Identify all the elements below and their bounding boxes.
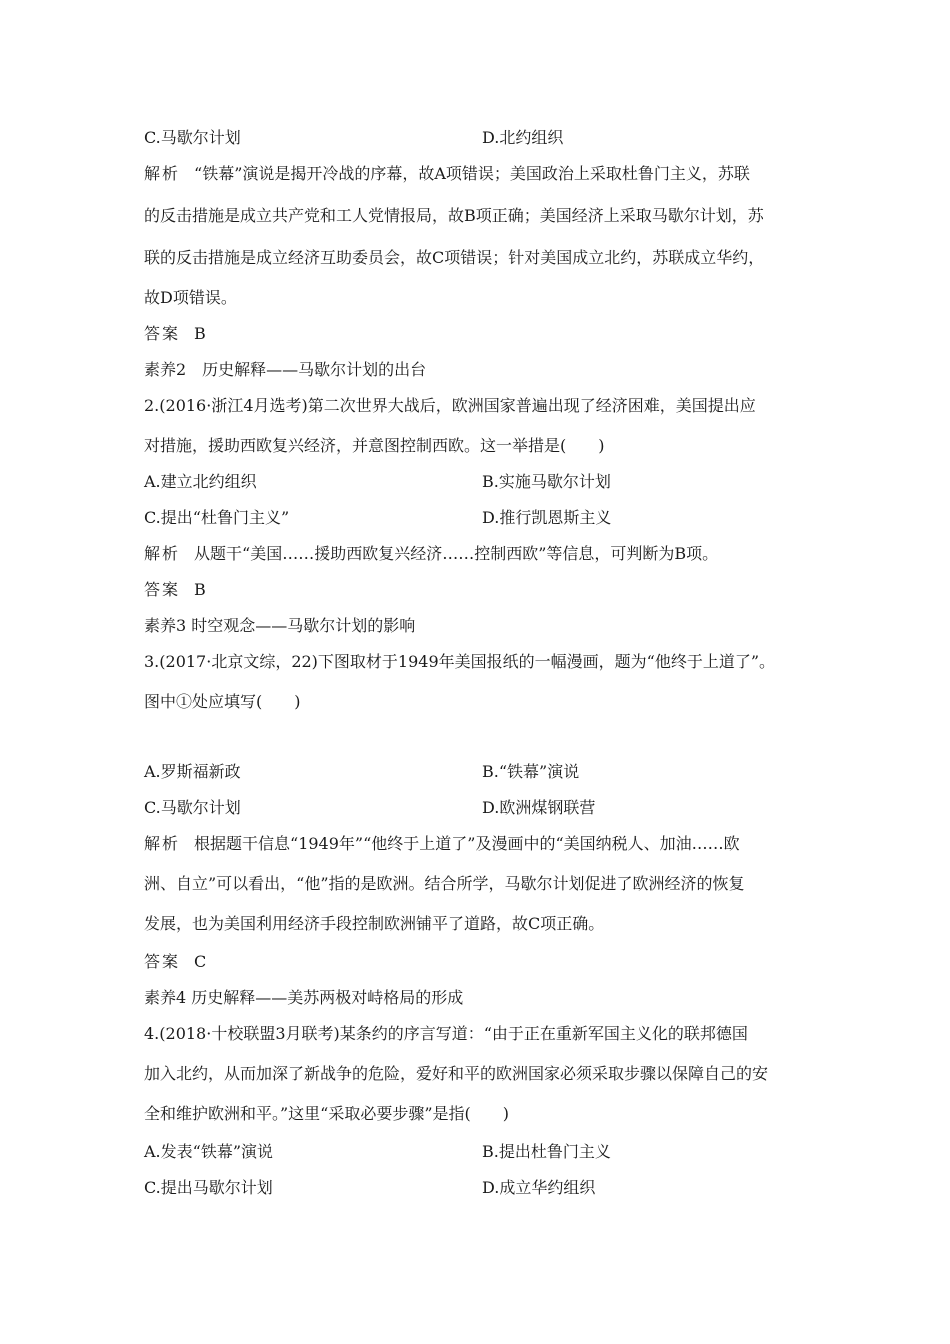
option-a: A.罗斯福新政 bbox=[144, 762, 241, 781]
option-a: A.发表“铁幕”演说 bbox=[144, 1142, 274, 1161]
option-b: B.“铁幕”演说 bbox=[482, 762, 580, 781]
section-heading: 素养2 历史解释——马歇尔计划的出台 bbox=[144, 360, 427, 379]
analysis-line: 解析 从题干“美国……援助西欧复兴经济……控制西欧”等信息，可判断为B项。 bbox=[144, 544, 719, 563]
option-d: D.推行凯恩斯主义 bbox=[482, 508, 612, 527]
option-b: B.提出杜鲁门主义 bbox=[482, 1142, 611, 1161]
option-c: C.马歇尔计划 bbox=[144, 798, 241, 817]
option-c: C.提出马歇尔计划 bbox=[144, 1178, 273, 1197]
answer-line bbox=[144, 324, 206, 344]
answer-label: 答案 bbox=[144, 580, 181, 599]
answer-value: B bbox=[194, 324, 206, 343]
section-heading: 素养4 历史解释——美苏两极对峙格局的形成 bbox=[144, 988, 464, 1007]
analysis-label: 解析 bbox=[144, 164, 181, 183]
analysis-line: 解析 根据题干信息“1949年”“他终于上道了”及漫画中的“美国纳税人、加油……欧 bbox=[144, 834, 740, 853]
answer-value: C bbox=[194, 952, 207, 971]
option-c: C.马歇尔计划 bbox=[144, 128, 241, 147]
analysis-line: 解析 “铁幕”演说是揭开冷战的序幕，故A项错误；美国政治上采取杜鲁门主义，苏联 bbox=[144, 164, 750, 183]
option-b: B.实施马歇尔计划 bbox=[482, 472, 611, 491]
option-c: C.提出“杜鲁门主义” bbox=[144, 508, 290, 527]
question-line: 图中①处应填写( ) bbox=[144, 692, 301, 711]
question-line: 对措施，援助西欧复兴经济，并意图控制西欧。这一举措是( ) bbox=[144, 436, 605, 455]
analysis-label: 解析 bbox=[144, 834, 181, 853]
analysis-line: 故D项错误。 bbox=[144, 288, 237, 307]
question-line: 2.(2016·浙江4月选考)第二次世界大战后，欧洲国家普遍出现了经济困难，美国提出应 bbox=[144, 396, 756, 415]
answer-value: B bbox=[194, 580, 206, 599]
option-a: A.建立北约组织 bbox=[144, 472, 257, 491]
analysis-line: 联的反击措施是成立经济互助委员会，故C项错误；针对美国成立北约，苏联成立华约， bbox=[144, 248, 765, 267]
option-d: D.成立华约组织 bbox=[482, 1178, 596, 1197]
question-line: 3.(2017·北京文综，22)下图取材于1949年美国报纸的一幅漫画，题为“他终于上道了”。 bbox=[144, 652, 775, 671]
analysis-label: 解析 bbox=[144, 544, 181, 563]
question-line: 加入北约，从而加深了新战争的危险，爱好和平的欧洲国家必须采取步骤以保障自己的安 bbox=[144, 1064, 769, 1083]
answer-line bbox=[144, 952, 206, 972]
option-d: D.北约组织 bbox=[482, 128, 564, 147]
analysis-line: 发展，也为美国利用经济手段控制欧洲铺平了道路，故C项正确。 bbox=[144, 914, 605, 933]
analysis-line: 洲、自立”可以看出，“他”指的是欧洲。结合所学，马歇尔计划促进了欧洲经济的恢复 bbox=[144, 874, 745, 893]
answer-label: 答案 bbox=[144, 324, 181, 343]
section-heading: 素养3 时空观念——马歇尔计划的影响 bbox=[144, 616, 416, 635]
answer-line bbox=[144, 580, 206, 600]
option-d: D.欧洲煤钢联营 bbox=[482, 798, 596, 817]
question-line: 4.(2018·十校联盟3月联考)某条约的序言写道：“由于正在重新军国主义化的联邦德国 bbox=[144, 1024, 748, 1043]
answer-label: 答案 bbox=[144, 952, 181, 971]
question-line: 全和维护欧洲和平。”这里“采取必要步骤”是指( ) bbox=[144, 1104, 510, 1123]
analysis-line: 的反击措施是成立共产党和工人党情报局，故B项正确；美国经济上采取马歇尔计划，苏 bbox=[144, 206, 764, 225]
